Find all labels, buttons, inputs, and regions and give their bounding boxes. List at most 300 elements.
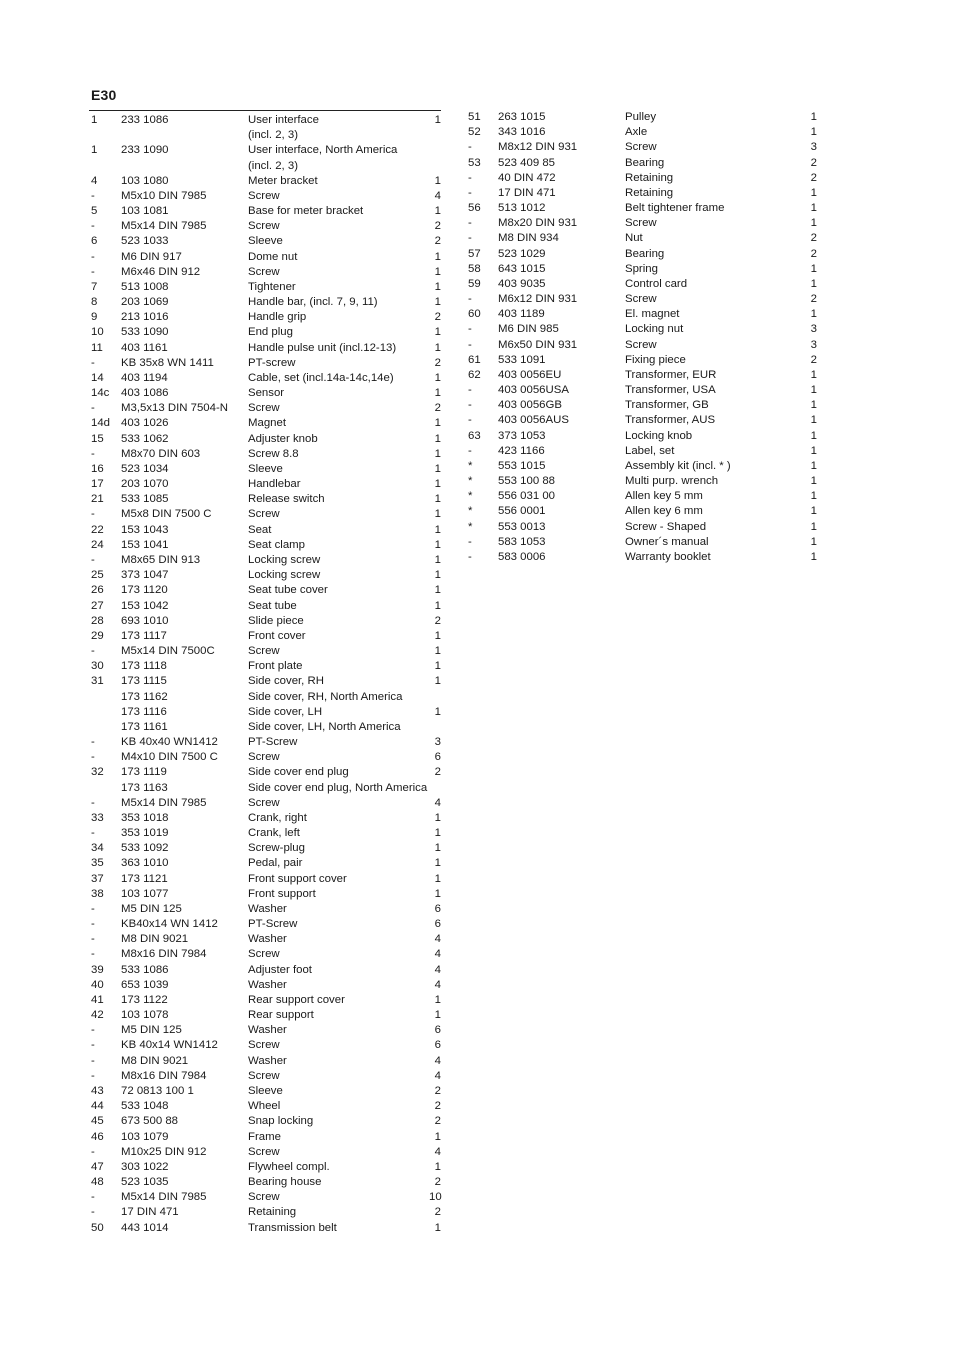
part-description: Cable, set (incl.14a-14c,14e) (248, 371, 394, 384)
part-quantity: 1 (434, 417, 441, 430)
part-description: Screw-plug (248, 842, 305, 855)
part-quantity: 4 (434, 189, 441, 202)
part-quantity: 1 (810, 111, 817, 123)
part-position: - (91, 1069, 95, 1082)
part-quantity: 1 (810, 277, 817, 290)
part-description: Side cover, RH, North America (248, 690, 403, 703)
part-quantity: 1 (434, 462, 441, 475)
part-description: Retaining (248, 1206, 297, 1219)
part-description: User interface (248, 114, 319, 126)
part-article-number: 533 1090 (121, 326, 169, 339)
part-description: (incl. 2, 3) (248, 129, 299, 142)
part-position: - (91, 553, 95, 566)
part-position: 14c (91, 387, 110, 400)
part-quantity: 2 (434, 614, 441, 627)
part-article-number: 153 1043 (121, 523, 169, 536)
part-position: 43 (91, 1085, 104, 1097)
part-quantity: 4 (434, 978, 441, 991)
part-article-number: 693 1010 (121, 614, 169, 627)
part-description: Side cover end plug, North America (248, 781, 428, 794)
part-article-number: 373 1053 (498, 429, 546, 442)
part-position: * (468, 520, 473, 533)
part-position: - (468, 384, 472, 397)
part-quantity: 1 (434, 857, 441, 870)
part-quantity: 1 (810, 475, 817, 488)
part-description: Multi purp. wrench (625, 475, 719, 488)
part-article-number: KB 40x40 WN1412 (121, 736, 218, 749)
part-quantity: 2 (434, 311, 441, 324)
part-description: Screw (248, 1145, 280, 1158)
part-quantity: 1 (434, 205, 441, 218)
part-position: 48 (91, 1176, 104, 1189)
part-article-number: 153 1042 (121, 599, 169, 612)
part-article-number: M8x16 DIN 7984 (121, 948, 207, 961)
part-quantity: 4 (434, 948, 441, 961)
part-quantity: 3 (810, 141, 817, 154)
part-description: Retaining (625, 171, 674, 184)
part-description: PT-Screw (248, 736, 298, 749)
part-article-number: 533 1092 (121, 842, 169, 855)
part-description: Washer (248, 1054, 287, 1067)
part-quantity: 1 (810, 384, 817, 397)
part-description: Seat (248, 523, 272, 536)
part-position: - (468, 232, 472, 245)
part-article-number: M8 DIN 9021 (121, 1054, 189, 1067)
part-quantity: 6 (434, 751, 441, 764)
part-position: - (91, 1145, 95, 1158)
part-description: Front cover (248, 629, 306, 642)
part-quantity: 1 (810, 368, 817, 381)
part-article-number: 403 1086 (121, 387, 169, 400)
part-position: 9 (91, 311, 98, 324)
part-quantity: 1 (434, 660, 441, 673)
part-description: Handle grip (248, 311, 307, 324)
part-quantity: 1 (434, 523, 441, 536)
part-article-number: 553 0013 (498, 520, 546, 533)
part-description: Sleeve (248, 235, 283, 248)
part-article-number: 17 DIN 471 (498, 186, 556, 199)
part-quantity: 4 (434, 963, 441, 976)
part-quantity: 1 (434, 478, 441, 491)
part-position: 8 (91, 296, 98, 309)
part-quantity: 1 (434, 645, 441, 658)
part-quantity: 1 (810, 186, 817, 199)
part-description: Front support cover (248, 872, 347, 885)
part-position: - (468, 171, 472, 184)
part-description: Washer (248, 933, 287, 946)
part-article-number: 533 1086 (121, 963, 169, 976)
part-article-number: 673 500 88 (121, 1115, 179, 1128)
part-article-number: 363 1010 (121, 857, 169, 870)
part-description: Locking nut (625, 323, 684, 336)
part-quantity: 1 (434, 1221, 441, 1234)
part-position: 45 (91, 1115, 104, 1128)
part-position: - (468, 293, 472, 306)
part-quantity: 2 (434, 1115, 441, 1128)
part-description: Washer (248, 978, 287, 991)
part-description: Side cover end plug (248, 766, 349, 779)
part-article-number: M5x10 DIN 7985 (121, 189, 207, 202)
part-quantity: 1 (810, 262, 817, 275)
part-article-number: 553 100 88 (498, 475, 556, 488)
part-description: Screw - Shaped (625, 520, 707, 533)
part-description: Washer (248, 1024, 287, 1037)
part-description: (incl. 2, 3) (248, 159, 299, 172)
part-description: Axle (625, 126, 648, 139)
part-article-number: 533 1048 (121, 1100, 169, 1113)
part-article-number: 203 1070 (121, 478, 169, 491)
part-article-number: 533 1062 (121, 432, 169, 445)
part-description: Retaining (625, 186, 674, 199)
part-quantity: 2 (434, 356, 441, 369)
part-article-number: M8 DIN 9021 (121, 933, 189, 946)
part-description: Screw (625, 338, 657, 351)
part-quantity: 1 (810, 550, 817, 563)
part-article-number: 103 1080 (121, 174, 169, 187)
part-quantity: 1 (434, 629, 441, 642)
part-description: Allen key 5 mm (625, 490, 703, 503)
part-position: 38 (91, 887, 104, 900)
part-description: Locking screw (248, 553, 321, 566)
part-quantity: 2 (810, 171, 817, 184)
part-quantity: 1 (434, 1160, 441, 1173)
part-position: 29 (91, 629, 104, 642)
part-position: - (91, 356, 95, 369)
part-quantity: 1 (434, 296, 441, 309)
part-quantity: 1 (434, 553, 441, 566)
part-description: Meter bracket (248, 174, 318, 187)
part-description: Crank, right (248, 811, 307, 824)
part-article-number: M5x14 DIN 7500C (121, 645, 215, 658)
part-description: Control card (625, 277, 688, 290)
part-position: - (91, 933, 95, 946)
part-article-number: KB40x14 WN 1412 (121, 918, 218, 931)
part-article-number: 423 1166 (498, 444, 545, 457)
part-article-number: 343 1016 (498, 126, 546, 139)
part-article-number: 533 1091 (498, 353, 546, 366)
part-position: 26 (91, 584, 104, 597)
part-position: - (91, 645, 95, 658)
part-description: Spring (625, 262, 658, 275)
part-quantity: 2 (810, 156, 817, 169)
part-description: Screw (248, 508, 280, 521)
part-description: Screw (248, 751, 280, 764)
part-article-number: M5x14 DIN 7985 (121, 220, 207, 233)
part-description: Pedal, pair (248, 857, 303, 870)
part-description: Screw (248, 1039, 280, 1052)
part-article-number: M6x50 DIN 931 (498, 338, 578, 351)
part-position: - (91, 1039, 95, 1052)
part-description: Base for meter bracket (248, 205, 364, 218)
part-position: - (468, 141, 472, 154)
part-position: 39 (91, 963, 104, 976)
part-article-number: 173 1121 (121, 872, 168, 885)
part-article-number: 72 0813 100 1 (121, 1085, 194, 1097)
part-position: - (468, 186, 472, 199)
part-article-number: 173 1120 (121, 584, 168, 597)
part-position: 57 (468, 247, 481, 260)
part-description: Flywheel compl. (248, 1160, 330, 1173)
part-position: - (468, 535, 472, 548)
part-description: Screw (248, 796, 280, 809)
part-quantity: 1 (810, 126, 817, 139)
part-position: * (468, 490, 473, 503)
part-description: Sleeve (248, 462, 283, 475)
part-position: 27 (91, 599, 104, 612)
part-position: 16 (91, 462, 104, 475)
part-article-number: 553 1015 (498, 459, 546, 472)
part-quantity: 1 (810, 505, 817, 518)
part-description: Transformer, USA (625, 384, 716, 397)
part-description: Handle bar, (incl. 7, 9, 11) (248, 296, 378, 309)
part-position: 40 (91, 978, 104, 991)
part-article-number: 103 1078 (121, 1009, 169, 1022)
part-article-number: M8x20 DIN 931 (498, 217, 578, 230)
part-quantity: 3 (810, 338, 817, 351)
part-description: Screw (625, 141, 657, 154)
part-article-number: 203 1069 (121, 296, 169, 309)
part-article-number: M3,5x13 DIN 7504-N (121, 402, 228, 415)
part-quantity: 4 (434, 1054, 441, 1067)
part-article-number: 523 409 85 (498, 156, 556, 169)
part-position: 14d (91, 417, 111, 430)
part-quantity: 4 (434, 796, 441, 809)
part-position: 53 (468, 156, 481, 169)
part-quantity: 3 (434, 736, 441, 749)
part-description: Seat clamp (248, 538, 305, 551)
part-article-number: 643 1015 (498, 262, 546, 275)
part-description: El. magnet (625, 308, 680, 321)
part-position: - (91, 1191, 95, 1204)
part-article-number: 173 1117 (121, 629, 167, 642)
part-quantity: 1 (434, 341, 441, 354)
part-description: Crank, left (248, 827, 300, 840)
part-article-number: 173 1161 (121, 720, 168, 733)
part-article-number: M5 DIN 125 (121, 1024, 182, 1037)
part-description: PT-screw (248, 356, 296, 369)
part-article-number: M8x65 DIN 913 (121, 553, 201, 566)
part-position: - (91, 402, 95, 415)
part-description: Rear support (248, 1009, 314, 1022)
part-article-number: 153 1041 (121, 538, 169, 551)
part-position: - (91, 220, 95, 233)
part-description: Screw (248, 402, 280, 415)
part-position: 25 (91, 569, 104, 582)
part-position: - (468, 550, 472, 563)
part-description: Release switch (248, 493, 325, 506)
part-quantity: 1 (810, 535, 817, 548)
part-article-number: M6 DIN 985 (498, 323, 559, 336)
part-description: Nut (625, 232, 643, 245)
part-position: 50 (91, 1221, 104, 1234)
part-description: Adjuster foot (248, 963, 312, 976)
part-position: 37 (91, 872, 104, 885)
part-article-number: 403 9035 (498, 277, 546, 290)
part-position: 5 (91, 205, 98, 218)
part-quantity: 6 (434, 902, 441, 915)
part-position: 22 (91, 523, 104, 536)
part-position: - (468, 338, 472, 351)
part-article-number: M10x25 DIN 912 (121, 1145, 207, 1158)
part-position: 59 (468, 277, 481, 290)
part-position: * (468, 505, 473, 518)
part-quantity: 4 (434, 1145, 441, 1158)
part-quantity: 1 (810, 429, 817, 442)
part-position: - (91, 250, 95, 263)
part-quantity: 2 (810, 247, 817, 260)
part-article-number: 523 1034 (121, 462, 169, 475)
part-position: - (91, 1024, 95, 1037)
part-article-number: M8x70 DIN 603 (121, 447, 201, 460)
part-quantity: 1 (434, 872, 441, 885)
page-heading: E30 (91, 87, 117, 103)
part-description: Screw (248, 189, 280, 202)
part-description: Magnet (248, 417, 286, 430)
part-article-number: 533 1085 (121, 493, 169, 506)
part-article-number: M8 DIN 934 (498, 232, 559, 245)
part-description: Transmission belt (248, 1221, 337, 1234)
part-quantity: 2 (434, 220, 441, 233)
part-position: 4 (91, 174, 98, 187)
part-quantity: 2 (434, 1100, 441, 1113)
part-position: 41 (91, 993, 104, 1006)
part-quantity: 2 (810, 232, 817, 245)
part-position: 30 (91, 660, 104, 673)
part-article-number: 513 1012 (498, 202, 546, 215)
part-article-number: 103 1079 (121, 1130, 169, 1143)
part-article-number: KB 35x8 WN 1411 (121, 356, 214, 369)
part-position: - (468, 323, 472, 336)
part-position: 52 (468, 126, 481, 139)
part-quantity: 1 (434, 1130, 441, 1143)
part-position: 15 (91, 432, 104, 445)
part-article-number: 523 1035 (121, 1176, 169, 1189)
part-article-number: 173 1122 (121, 993, 168, 1006)
part-article-number: M5x14 DIN 7985 (121, 1191, 207, 1204)
part-article-number: 403 1026 (121, 417, 169, 430)
part-position: 6 (91, 235, 98, 248)
part-position: 7 (91, 280, 98, 293)
part-description: Transformer, EUR (625, 368, 717, 381)
part-description: User interface, North America (248, 144, 398, 157)
part-description: Bearing (625, 156, 665, 169)
part-position: 17 (91, 478, 104, 491)
part-quantity: 2 (434, 1176, 441, 1189)
part-position: - (468, 217, 472, 230)
part-article-number: 213 1016 (121, 311, 169, 324)
part-description: Dome nut (248, 250, 298, 263)
part-article-number: 103 1081 (121, 205, 169, 218)
part-description: Snap locking (248, 1115, 314, 1128)
part-quantity: 1 (434, 326, 441, 339)
part-article-number: 173 1118 (121, 660, 167, 673)
part-quantity: 4 (434, 1069, 441, 1082)
part-quantity: 1 (434, 993, 441, 1006)
part-quantity: 1 (810, 490, 817, 503)
part-position: - (91, 948, 95, 961)
part-description: Seat tube cover (248, 584, 328, 597)
part-position: 31 (91, 675, 104, 688)
part-quantity: 1 (434, 1009, 441, 1022)
part-article-number: 173 1162 (121, 690, 168, 703)
part-quantity: 2 (434, 402, 441, 415)
part-description: Side cover, LH, North America (248, 720, 401, 733)
part-position: 51 (468, 111, 481, 123)
part-position: 10 (91, 326, 104, 339)
part-article-number: 17 DIN 471 (121, 1206, 179, 1219)
part-description: Side cover, LH (248, 705, 323, 718)
part-description: Screw (248, 220, 280, 233)
part-description: Sensor (248, 387, 285, 400)
part-description: Belt tightener frame (625, 202, 725, 215)
part-description: Adjuster knob (248, 432, 318, 445)
part-quantity: 1 (434, 599, 441, 612)
part-article-number: 523 1033 (121, 235, 169, 248)
part-position: - (91, 902, 95, 915)
part-quantity: 1 (434, 811, 441, 824)
part-quantity: 1 (434, 827, 441, 840)
part-quantity: 1 (434, 675, 441, 688)
part-quantity: 1 (434, 538, 441, 551)
part-quantity: 1 (434, 842, 441, 855)
part-description: Transformer, GB (625, 399, 709, 412)
part-quantity: 2 (434, 1085, 441, 1097)
part-article-number: 403 0056USA (498, 384, 569, 397)
part-article-number: 40 DIN 472 (498, 171, 556, 184)
part-position: - (91, 447, 95, 460)
part-article-number: 353 1018 (121, 811, 169, 824)
part-quantity: 1 (434, 250, 441, 263)
part-article-number: M5 DIN 125 (121, 902, 182, 915)
part-article-number: 173 1119 (121, 766, 167, 779)
part-description: Screw (248, 645, 280, 658)
part-position: 1 (91, 114, 98, 126)
part-description: Wheel (248, 1100, 281, 1113)
part-quantity: 6 (434, 918, 441, 931)
part-position: 24 (91, 538, 104, 551)
part-position: - (91, 827, 95, 840)
part-position: 61 (468, 353, 481, 366)
part-description: Screw (248, 1069, 280, 1082)
part-position: - (91, 751, 95, 764)
part-quantity: 1 (810, 414, 817, 427)
part-article-number: 653 1039 (121, 978, 169, 991)
part-description: Screw (248, 265, 280, 278)
part-quantity: 1 (434, 569, 441, 582)
part-quantity: 1 (810, 459, 817, 472)
part-article-number: 403 0056AUS (498, 414, 569, 427)
part-position: 44 (91, 1100, 104, 1113)
part-position: 47 (91, 1160, 104, 1173)
part-position: 32 (91, 766, 104, 779)
part-quantity: 1 (434, 508, 441, 521)
part-quantity: 1 (434, 887, 441, 900)
part-quantity: 2 (434, 766, 441, 779)
part-position: - (91, 1054, 95, 1067)
part-position: 28 (91, 614, 104, 627)
part-description: Label, set (625, 444, 675, 457)
part-description: Locking screw (248, 569, 321, 582)
part-description: Transformer, AUS (625, 414, 716, 427)
part-description: End plug (248, 326, 293, 339)
part-description: Fixing piece (625, 353, 686, 366)
part-article-number: 556 031 00 (498, 490, 556, 503)
part-article-number: M8x16 DIN 7984 (121, 1069, 207, 1082)
part-description: Frame (248, 1130, 281, 1143)
part-quantity: 2 (434, 1206, 441, 1219)
part-quantity: 1 (434, 432, 441, 445)
part-article-number: 443 1014 (121, 1221, 169, 1234)
